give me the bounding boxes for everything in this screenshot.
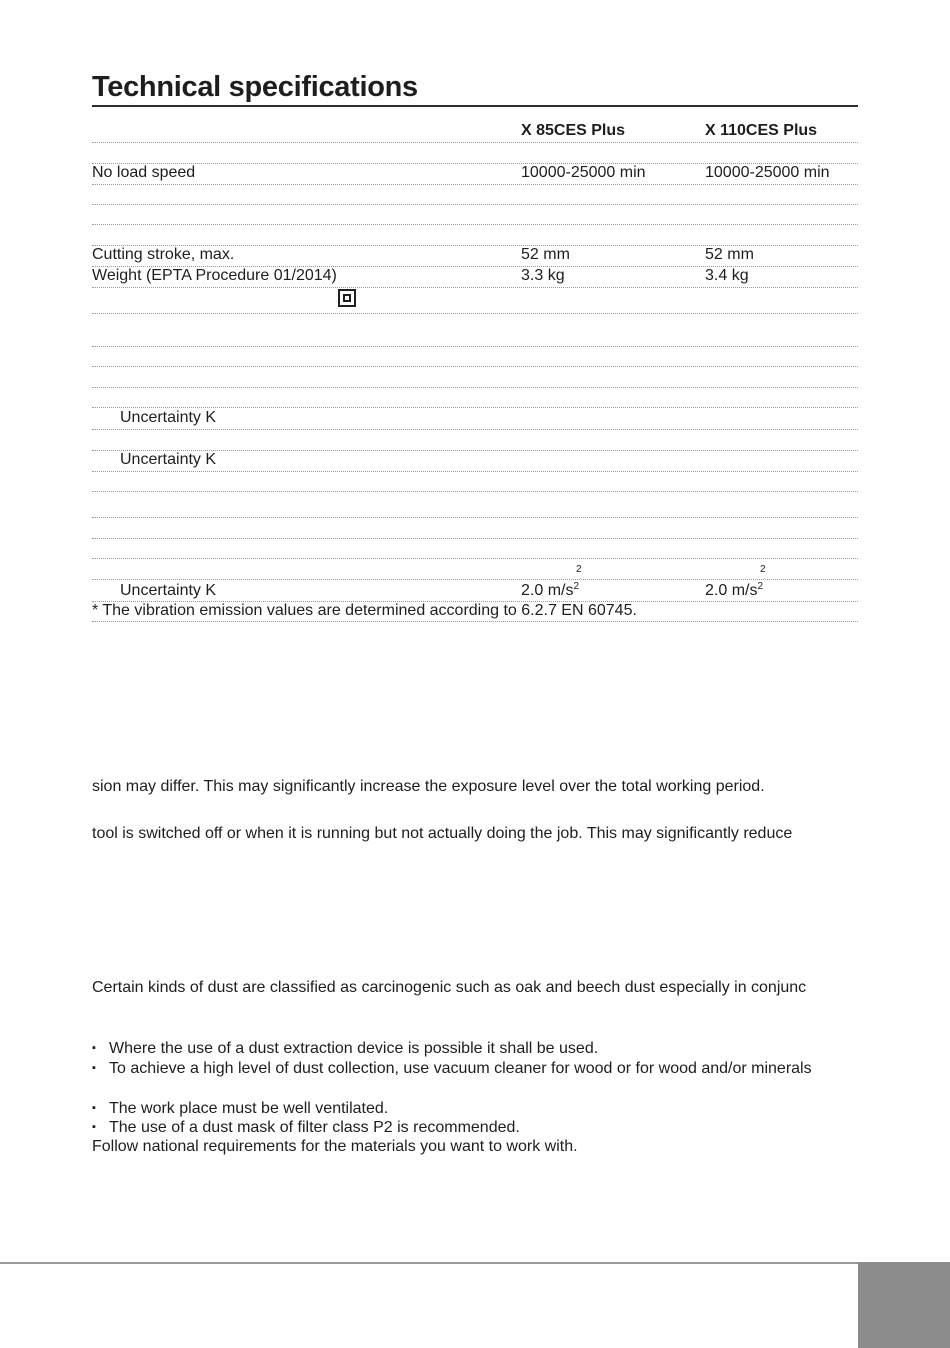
table-row xyxy=(92,451,858,472)
table-row xyxy=(92,205,858,225)
spec-value: 2.0 $m/s^2$ xyxy=(521,581,580,599)
list-item: ▪ To achieve a high level of dust collection, use vacuum cleaner for wood or for wood and/or minerals xyxy=(92,1058,812,1079)
list-item: ▪ The use of a dust mask of filter class P2 is recommended. xyxy=(92,1117,520,1138)
spec-label: Uncertainty K xyxy=(120,582,217,599)
table-row xyxy=(92,492,858,518)
table-row xyxy=(92,388,858,408)
table-row xyxy=(92,347,858,367)
spec-label: Uncertainty K xyxy=(120,451,217,468)
spec-label: No load speed xyxy=(92,164,196,181)
paragraph: tool is switched off or when it is running but not actually doing the job. This may significantly reduce xyxy=(92,825,793,842)
table-row xyxy=(92,472,858,492)
spec-value: 52 mm xyxy=(521,246,570,263)
spec-value: 3.4 kg xyxy=(705,267,749,284)
table-row xyxy=(92,314,858,347)
table-row xyxy=(92,430,858,451)
list-item: ▪ Where the use of a dust extraction device is possible it shall be used. xyxy=(92,1038,598,1059)
spec-value: 10000-25000 min xyxy=(705,164,830,181)
table-row xyxy=(92,143,858,164)
list-item: ▪ The work place must be well ventilated. xyxy=(92,1098,388,1119)
superscript-fragment: 2 xyxy=(576,564,582,575)
table-row xyxy=(92,288,858,314)
spec-label: Uncertainty K xyxy=(120,409,217,426)
spec-value: 52 mm xyxy=(705,246,754,263)
table-row xyxy=(92,122,858,143)
closing-text: Follow national requirements for the materials you want to work with. xyxy=(92,1138,578,1155)
table-footnote xyxy=(92,602,858,622)
table-row xyxy=(92,185,858,205)
table-row xyxy=(92,164,858,185)
table-row xyxy=(92,246,858,267)
paragraph: sion may differ. This may significantly increase the exposure level over the total working period. xyxy=(92,778,765,795)
table-row xyxy=(92,267,858,288)
table-row xyxy=(92,225,858,246)
table-row xyxy=(92,409,858,430)
superscript-fragment: 2 xyxy=(760,564,766,575)
footnote-text: * The vibration emission values are determined according to 6.2.7 EN 60745. xyxy=(92,602,637,619)
model-header-2: X 110CES Plus xyxy=(705,122,818,139)
page-title: Technical specifications xyxy=(92,70,858,107)
table-row xyxy=(92,367,858,388)
paragraph: Certain kinds of dust are classified as carcinogenic such as oak and beech dust especially in conjunc xyxy=(92,979,807,996)
table-row xyxy=(92,518,858,539)
spec-label: Weight (EPTA Procedure 01/2014) xyxy=(92,267,337,284)
table-row xyxy=(92,582,858,602)
model-header-1: X 85CES Plus xyxy=(521,122,626,139)
table-row xyxy=(92,559,858,580)
double-insulation-icon xyxy=(338,289,356,307)
spec-value: 2.0 $m/s^2$ xyxy=(705,581,764,599)
table-row xyxy=(92,539,858,559)
spec-value: 10000-25000 min xyxy=(521,164,646,181)
spec-label: Cutting stroke, max. xyxy=(92,246,235,263)
spec-value: 3.3 kg xyxy=(521,267,565,284)
footer-divider xyxy=(0,1262,858,1264)
footer-page-tab xyxy=(858,1262,950,1348)
